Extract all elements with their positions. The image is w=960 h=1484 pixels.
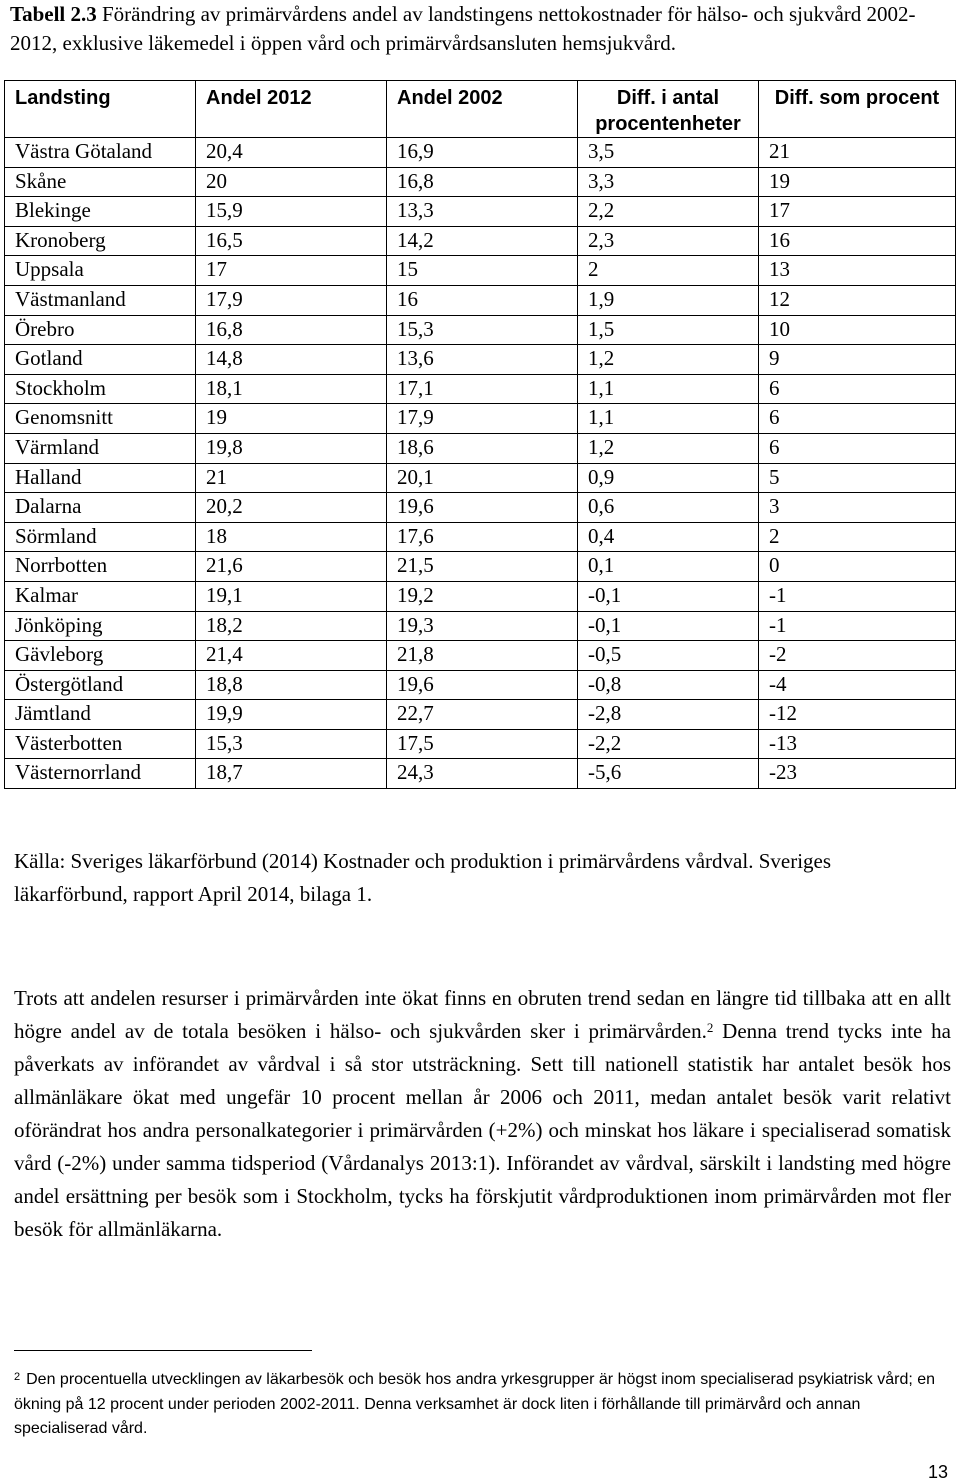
- table-cell: 16,9: [387, 138, 578, 168]
- table-cell: 17: [196, 256, 387, 286]
- header-andel-2002: Andel 2002: [387, 81, 578, 138]
- table-row: [5, 285, 956, 315]
- table-row: [5, 522, 956, 552]
- table-cell: 2,3: [578, 226, 759, 256]
- table-cell: Jämtland: [5, 700, 196, 730]
- table-cell: 15: [387, 256, 578, 286]
- table-cell: Västmanland: [5, 285, 196, 315]
- table-cell: 16,8: [387, 167, 578, 197]
- table-row: [5, 670, 956, 700]
- table-cell: 17,9: [387, 404, 578, 434]
- table-cell: 20,2: [196, 493, 387, 523]
- table-cell: Sörmland: [5, 522, 196, 552]
- table-cell: 19,8: [196, 433, 387, 463]
- table-cell: Kalmar: [5, 581, 196, 611]
- table-row: [5, 641, 956, 671]
- table-cell: 18,6: [387, 433, 578, 463]
- table-cell: 3: [759, 493, 956, 523]
- table-cell: 10: [759, 315, 956, 345]
- footnote-text: Den procentuella utvecklingen av läkarbesök och besök hos andra yrkesgrupper är högst inom specialiserad psykiatrisk vård; en ökning på 12 procent under perioden 2002-2011. Denna verksamhet är dock liten i förhållande till primärvård och annan specialiserad vård.: [14, 1371, 936, 1437]
- table-row: [5, 729, 956, 759]
- table-cell: -0,5: [578, 641, 759, 671]
- table-cell: 0,6: [578, 493, 759, 523]
- source-note: Källa: Sveriges läkarförbund (2014) Kostnader och produktion i primärvårdens vårdval. Sveriges läkarförbund, rapport April 2014, bilaga 1.: [14, 849, 832, 906]
- table-cell: 19: [759, 167, 956, 197]
- page-number: 13: [927, 1462, 948, 1482]
- table-cell: -2,8: [578, 700, 759, 730]
- table-cell: 22,7: [387, 700, 578, 730]
- table-row: [5, 433, 956, 463]
- table-cell: Gävleborg: [5, 641, 196, 671]
- table-cell: 2: [578, 256, 759, 286]
- table-cell: 21,5: [387, 552, 578, 582]
- table-cell: 19,6: [387, 670, 578, 700]
- table-cell: Uppsala: [5, 256, 196, 286]
- table-cell: 17: [759, 197, 956, 227]
- table-cell: -0,8: [578, 670, 759, 700]
- table-cell: 21: [196, 463, 387, 493]
- table-cell: 1,1: [578, 404, 759, 434]
- table-cell: 3,5: [578, 138, 759, 168]
- table-cell: -2: [759, 641, 956, 671]
- table-cell: -0,1: [578, 581, 759, 611]
- table-cell: 6: [759, 433, 956, 463]
- table-cell: 6: [759, 404, 956, 434]
- table-cell: 16,8: [196, 315, 387, 345]
- table-header-row: [5, 81, 956, 138]
- table-cell: 3,3: [578, 167, 759, 197]
- table-cell: -4: [759, 670, 956, 700]
- footnote-separator: [14, 1350, 312, 1351]
- table-cell: 17,9: [196, 285, 387, 315]
- table-cell: 1,5: [578, 315, 759, 345]
- table-cell: 19,9: [196, 700, 387, 730]
- body-paragraph: [14, 982, 951, 1246]
- header-diff-procentenheter: Diff. i antal procentenheter: [578, 81, 759, 138]
- table-cell: 17,5: [387, 729, 578, 759]
- table-cell: Norrbotten: [5, 552, 196, 582]
- table-cell: 0: [759, 552, 956, 582]
- table-row: [5, 552, 956, 582]
- table-cell: Västra Götaland: [5, 138, 196, 168]
- table-cell: 14,2: [387, 226, 578, 256]
- table-cell: 19,1: [196, 581, 387, 611]
- table-cell: 20,1: [387, 463, 578, 493]
- table-cell: 18,1: [196, 374, 387, 404]
- table-cell: Gotland: [5, 345, 196, 375]
- table-cell: 16,5: [196, 226, 387, 256]
- table-cell: 21,4: [196, 641, 387, 671]
- caption-text: Förändring av primärvårdens andel av landstingens nettokostnader för hälso- och sjukvård 2002-2012, exklusive läkemedel i öppen vård och primärvårdsansluten hemsjukvård.: [10, 2, 916, 55]
- table-row: [5, 404, 956, 434]
- table-cell: 14,8: [196, 345, 387, 375]
- table-row: [5, 167, 956, 197]
- table-cell: Värmland: [5, 433, 196, 463]
- table-cell: -0,1: [578, 611, 759, 641]
- footnote: [14, 1368, 949, 1442]
- table-cell: Halland: [5, 463, 196, 493]
- table-cell: Skåne: [5, 167, 196, 197]
- table-cell: 6: [759, 374, 956, 404]
- caption-label: Tabell 2.3: [10, 2, 97, 26]
- table-cell: 0,9: [578, 463, 759, 493]
- table-row: [5, 256, 956, 286]
- table-cell: Stockholm: [5, 374, 196, 404]
- table-row: [5, 374, 956, 404]
- table-cell: Västerbotten: [5, 729, 196, 759]
- table-cell: 18,8: [196, 670, 387, 700]
- table-row: [5, 197, 956, 227]
- table-cell: Blekinge: [5, 197, 196, 227]
- header-andel-2012: Andel 2012: [196, 81, 387, 138]
- table-cell: -12: [759, 700, 956, 730]
- table-cell: -23: [759, 759, 956, 789]
- table-cell: 18,7: [196, 759, 387, 789]
- table-cell: 16: [759, 226, 956, 256]
- table-cell: 5: [759, 463, 956, 493]
- table-row: [5, 493, 956, 523]
- table-cell: -1: [759, 611, 956, 641]
- table-cell: -5,6: [578, 759, 759, 789]
- footnote-number: 2: [14, 1371, 21, 1383]
- table-cell: 1,9: [578, 285, 759, 315]
- header-landsting: Landsting: [5, 81, 196, 138]
- table-cell: Kronoberg: [5, 226, 196, 256]
- table-cell: Örebro: [5, 315, 196, 345]
- table-cell: 19,3: [387, 611, 578, 641]
- table-row: [5, 345, 956, 375]
- table-cell: Jönköping: [5, 611, 196, 641]
- table-cell: 16: [387, 285, 578, 315]
- table-cell: Västernorrland: [5, 759, 196, 789]
- table-cell: 18: [196, 522, 387, 552]
- table-row: [5, 463, 956, 493]
- table-row: [5, 611, 956, 641]
- table-cell: 21,6: [196, 552, 387, 582]
- table-cell: -1: [759, 581, 956, 611]
- table-cell: 17,6: [387, 522, 578, 552]
- table-cell: 13,6: [387, 345, 578, 375]
- table-row: [5, 138, 956, 168]
- table-cell: 1,2: [578, 345, 759, 375]
- table-cell: 0,4: [578, 522, 759, 552]
- table-cell: 1,1: [578, 374, 759, 404]
- table-cell: 12: [759, 285, 956, 315]
- table-row: [5, 700, 956, 730]
- table-cell: 15,9: [196, 197, 387, 227]
- table-cell: Dalarna: [5, 493, 196, 523]
- paragraph-text-before: Trots att andelen resurser i primärvården inte ökat finns en obruten trend sedan en längre tid tillbaka att en allt högre andel av de totala besöken i hälso- och sjukvården sker i primärvården.: [14, 986, 951, 1043]
- table-cell: -2,2: [578, 729, 759, 759]
- cost-share-table: [4, 80, 956, 789]
- table-cell: 21,8: [387, 641, 578, 671]
- table-cell: 18,2: [196, 611, 387, 641]
- table-cell: Genomsnitt: [5, 404, 196, 434]
- table-row: [5, 226, 956, 256]
- header-diff-procent: Diff. som procent: [759, 81, 956, 138]
- table-cell: Östergötland: [5, 670, 196, 700]
- table-cell: 15,3: [387, 315, 578, 345]
- table-cell: 17,1: [387, 374, 578, 404]
- table-cell: 21: [759, 138, 956, 168]
- table-cell: 19,2: [387, 581, 578, 611]
- table-cell: -13: [759, 729, 956, 759]
- table-cell: 15,3: [196, 729, 387, 759]
- table-cell: 24,3: [387, 759, 578, 789]
- table-cell: 20: [196, 167, 387, 197]
- table-cell: 13,3: [387, 197, 578, 227]
- table-row: [5, 759, 956, 789]
- table-cell: 2,2: [578, 197, 759, 227]
- table-body: [5, 138, 956, 789]
- table-row: [5, 315, 956, 345]
- table-cell: 0,1: [578, 552, 759, 582]
- table-cell: 20,4: [196, 138, 387, 168]
- table-caption: [10, 0, 955, 58]
- table-cell: 2: [759, 522, 956, 552]
- table-cell: 13: [759, 256, 956, 286]
- table-cell: 9: [759, 345, 956, 375]
- table-cell: 19,6: [387, 493, 578, 523]
- table-row: [5, 581, 956, 611]
- table-cell: 1,2: [578, 433, 759, 463]
- table-cell: 19: [196, 404, 387, 434]
- footnote-reference: 2: [706, 1020, 714, 1035]
- paragraph-text-after: Denna trend tycks inte ha påverkats av införandet av vårdval i så stor utsträckning. Sett till nationell statistik har antalet besök hos allmänläkare ökat med ungefär 10 procent mellan år 2006 och 2011, medan antalet besök varit relativt oförändrat hos andra personalkategorier i primärvården (+2%) och minskat hos läkare i specialiserad somatisk vård (-2%) under samma tidsperiod (Vårdanalys 2013:1). Införandet av vårdval, särskilt i landsting med högre andel ersättning per besök som i Stockholm, tycks ha förskjutit vårdproduktionen inom primärvården mot fler besök för allmänläkarna.: [14, 1019, 951, 1241]
